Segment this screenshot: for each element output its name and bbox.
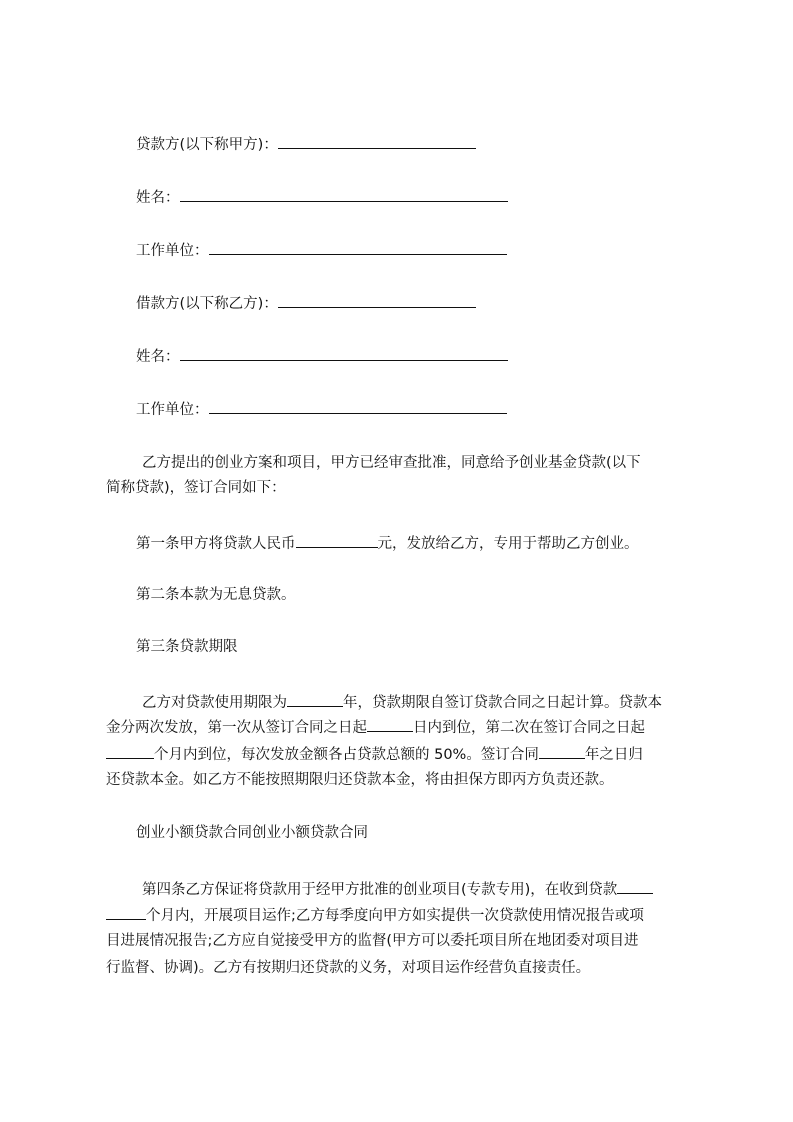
article-4-l2-a: 个月内，开展项目运作;乙方每季度向甲方如实提供一次贷款使用情况报告或项 [146, 908, 644, 924]
article-3-days-blank [367, 716, 413, 732]
article-1-suffix: 元，发放给乙方，专用于帮助乙方创业。 [377, 536, 639, 552]
article-3-l1-a: 乙方对贷款使用期限为 [142, 695, 287, 711]
article-1-amount-blank [296, 532, 378, 548]
article-3-years-blank [287, 691, 343, 707]
borrower-label: 借款方(以下称乙方)： [136, 296, 278, 312]
article-4-blank-a [617, 878, 653, 894]
interlude-heading: 创业小额贷款合同创业小额贷款合同 [136, 825, 368, 841]
article-1 [136, 532, 639, 554]
article-3-l2-a: 金分两次发放，第一次从签订合同之日起 [106, 720, 367, 736]
borrower-work-blank [209, 398, 507, 414]
lender-name-label: 姓名： [136, 190, 180, 206]
borrower-work-field [136, 398, 507, 420]
borrower-blank [278, 292, 476, 308]
lender-name-field [136, 186, 508, 208]
article-2: 第二条本款为无息贷款。 [136, 587, 296, 603]
article-3-l1-b: 年，贷款期限自签订贷款合同之日起计算。贷款本 [343, 695, 662, 711]
borrower-name-blank [180, 345, 508, 361]
lender-work-field [136, 239, 507, 261]
article-4-line-4: 行监督、协调)。乙方有按期归还贷款的义务，对项目运作经营负直接责任。 [106, 960, 591, 976]
article-3-l3-b: 年之日归 [584, 747, 643, 763]
article-4-l1-a: 第四条乙方保证将贷款用于经甲方批准的创业项目(专款专用)，在收到贷款 [142, 882, 618, 898]
lender-work-label: 工作单位： [136, 243, 209, 259]
borrower-work-label: 工作单位： [136, 402, 209, 418]
lender-label: 贷款方(以下称甲方)： [136, 137, 278, 153]
article-4-line-2 [106, 904, 644, 926]
article-3-line-3 [106, 743, 643, 765]
borrower-name-field [136, 345, 508, 367]
borrower-name-label: 姓名： [136, 349, 180, 365]
article-3-line-2 [106, 716, 645, 738]
article-3-l2-b: 日内到位，第二次在签订合同之日起 [413, 720, 645, 736]
intro-line-1: 乙方提出的创业方案和项目，甲方已经审查批准，同意给予创业基金贷款(以下 [142, 455, 641, 471]
article-1-prefix: 第一条甲方将贷款人民币 [136, 536, 296, 552]
article-4-line-1 [142, 878, 653, 900]
article-4-line-3: 目进展情况报告;乙方应自觉接受甲方的监督(甲方可以委托项目所在地团委对项目进 [106, 933, 639, 949]
article-3-line-1 [142, 691, 662, 713]
borrower-field [136, 292, 476, 314]
article-3-title: 第三条贷款期限 [136, 639, 238, 655]
intro-line-2: 简称贷款)，签订合同如下： [106, 480, 286, 496]
lender-blank [278, 133, 476, 149]
article-3-line-4: 还贷款本金。如乙方不能按照期限归还贷款本金，将由担保方即丙方负责还款。 [106, 772, 614, 788]
article-4-blank-b [106, 904, 146, 920]
lender-name-blank [180, 186, 508, 202]
article-3-return-years-blank [539, 743, 585, 759]
article-3-months-blank [106, 743, 154, 759]
lender-work-blank [209, 239, 507, 255]
lender-field [136, 133, 476, 155]
article-3-l3-a: 个月内到位，每次发放金额各占贷款总额的 50%。签订合同 [154, 747, 539, 763]
